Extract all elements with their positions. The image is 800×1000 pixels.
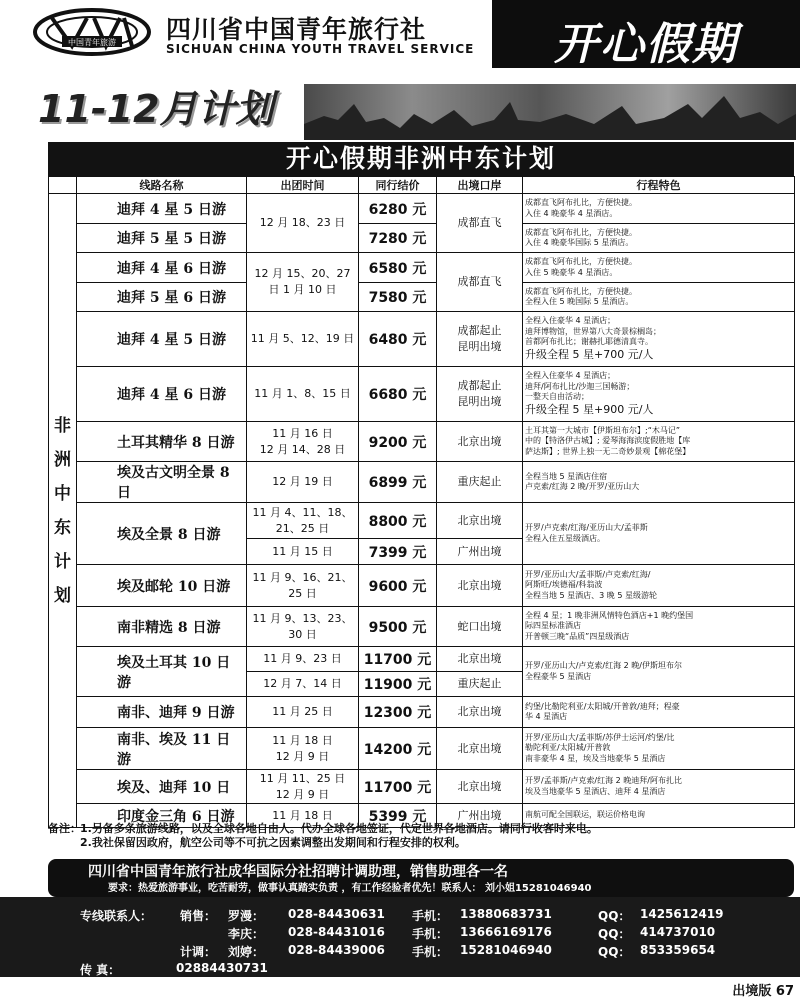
price: 11900 元 [359, 672, 437, 697]
table-header-row [49, 177, 795, 194]
page-number: 出境版 67 [732, 984, 794, 999]
qq: 1425612419 [640, 907, 724, 921]
col-header: 线路名称 [77, 177, 247, 194]
phone: 028-84439006 [288, 943, 385, 957]
table-row [49, 647, 795, 672]
feature-text: 土耳其第一大城市【伊斯坦布尔】;“木马记” 中的【特洛伊古城】; 爱琴海海滨度假胜地【库 萨达斯】; 世界上独一无二奇妙景观【棉花堡】 [523, 422, 795, 462]
mobile: 15281046940 [460, 943, 552, 957]
fax: 02884430731 [176, 961, 268, 975]
notes-label: 备注： [48, 822, 81, 835]
region-char: 划 [54, 585, 71, 606]
header [0, 0, 800, 72]
feature-text: 全程 4 星；1 晚非洲风情特色酒店+1 晚约堡国 际四星标准酒店 开普顿三晚“品质”四星级酒店 [523, 607, 795, 647]
price: 9600 元 [359, 565, 437, 607]
price-table [48, 176, 795, 828]
recruit-requirement: 要求：热爱旅游事业，吃苦耐劳，做事认真踏实负责 ，有工作经验者优先！联系人： 刘小姐15281046940 [108, 883, 592, 894]
table-row [49, 253, 795, 283]
region-char: 计 [54, 551, 71, 572]
departure-port: 北京出境 [437, 422, 523, 462]
depart-date: 11 月 9、13、23、 30 日 [247, 607, 359, 647]
departure-port: 北京出境 [437, 728, 523, 770]
table-row [49, 728, 795, 770]
price: 6480 元 [359, 312, 437, 367]
contact-row [0, 943, 800, 961]
route-name: 迪拜 5 星 6 日游 [77, 283, 247, 312]
col-header: 行程特色 [523, 177, 795, 194]
route-name: 迪拜 4 星 5 日游 [77, 194, 247, 224]
price: 9500 元 [359, 607, 437, 647]
route-name: 埃及邮轮 10 日游 [77, 565, 247, 607]
col-header: 出团时间 [247, 177, 359, 194]
org-name-cn: 四川省中国青年旅行社 [166, 15, 427, 44]
contact-label: 专线联系人： [80, 909, 153, 923]
qq-label: QQ： [598, 945, 631, 959]
depart-date: 11 月 15 日 [247, 539, 359, 565]
depart-date: 12 月 19 日 [247, 462, 359, 503]
price: 6680 元 [359, 367, 437, 422]
region-label [49, 194, 77, 828]
table-row [49, 770, 795, 804]
region-char: 中 [54, 483, 71, 504]
depart-date: 11 月 11、25 日 12 月 9 日 [247, 770, 359, 804]
logo-text: 中国青年旅游 [68, 38, 116, 47]
price: 5399 元 [359, 804, 437, 828]
route-name: 埃及全景 8 日游 [77, 503, 247, 565]
region-char: 非 [54, 415, 71, 436]
table-row [49, 697, 795, 728]
contact-name: 罗漫： [228, 909, 265, 923]
phone: 028-84431016 [288, 925, 385, 939]
feature-text: 开罗/孟菲斯/卢克索/红海 2 晚迪拜/阿布扎比 埃及当地豪华 5 星酒店、迪拜 4 星酒店 [523, 770, 795, 804]
route-name: 迪拜 4 星 6 日游 [77, 253, 247, 283]
plan-title: 11-12月计划 [38, 87, 274, 131]
price: 11700 元 [359, 770, 437, 804]
departure-port: 重庆起止 [437, 462, 523, 503]
departure-port: 蛇口出境 [437, 607, 523, 647]
route-name: 埃及古文明全景 8 日 [77, 462, 247, 503]
feature-text: 全程入住豪华 4 星酒店； 迪拜博物馆，世界第八大奇景棕榈岛； 首都阿布扎比；谢赫扎耶德清真寺。 升级全程 5 星+700 元/人 [523, 312, 795, 367]
feature-text: 全程入住豪华 4 星酒店； 迪拜/阿布扎比/沙迦三国畅游； 一整天自由活动； 升级全程 5 星+900 元/人 [523, 367, 795, 422]
price: 6580 元 [359, 253, 437, 283]
departure-port: 北京出境 [437, 697, 523, 728]
depart-date: 12 月 18、23 日 [247, 194, 359, 253]
table-row [49, 565, 795, 607]
departure-port: 成都起止 昆明出境 [437, 312, 523, 367]
brand-title: 开心假期 [554, 19, 738, 70]
feature-text: 成都直飞阿布扎比，方便快捷。 入住 4 晚豪华 4 星酒店。 [523, 194, 795, 224]
route-name: 埃及、迪拜 10 日 [77, 770, 247, 804]
price: 7280 元 [359, 224, 437, 253]
price-table-wrapper [48, 176, 794, 825]
qq-label: QQ： [598, 909, 631, 923]
price: 9200 元 [359, 422, 437, 462]
table-row [49, 224, 795, 253]
route-name: 南非、埃及 11 日游 [77, 728, 247, 770]
depart-date: 12 月 7、14 日 [247, 672, 359, 697]
mobile-label: 手机： [412, 909, 449, 923]
qq-label: QQ： [598, 927, 631, 941]
table-row [49, 283, 795, 312]
departure-port: 成都直飞 [437, 194, 523, 253]
departure-port: 北京出境 [437, 565, 523, 607]
table-row [49, 607, 795, 647]
cyts-logo [32, 6, 152, 58]
price: 12300 元 [359, 697, 437, 728]
depart-date: 11 月 16 日 12 月 14、28 日 [247, 422, 359, 462]
footer [0, 977, 800, 1000]
price: 7580 元 [359, 283, 437, 312]
table-row [49, 367, 795, 422]
table-row [49, 312, 795, 367]
feature-text: 约堡/比勒陀利亚/太阳城/开普敦/迪拜；程豪 华 4 星酒店 [523, 697, 795, 728]
mobile-label: 手机： [412, 927, 449, 941]
col-header: 同行结价 [359, 177, 437, 194]
departure-port: 北京出境 [437, 647, 523, 672]
price: 6899 元 [359, 462, 437, 503]
departure-port: 北京出境 [437, 770, 523, 804]
recruit-banner [48, 859, 794, 897]
departure-port: 广州出境 [437, 539, 523, 565]
depart-date: 11 月 9、16、21、 25 日 [247, 565, 359, 607]
notes [48, 822, 800, 850]
landmark-silhouettes [304, 84, 796, 140]
route-name: 南非精选 8 日游 [77, 607, 247, 647]
main-title: 开心假期非洲中东计划 [48, 142, 794, 176]
route-name: 印度金三角 6 日游 [77, 804, 247, 828]
recruit-title: 四川省中国青年旅行社成华国际分社招聘计调助理，销售助理各一名 [88, 864, 508, 880]
feature-text: 成都直飞阿布扎比，方便快捷。 入住 4 晚豪华国际 5 星酒店。 [523, 224, 795, 253]
contact-row [0, 925, 800, 943]
col-header: 出境口岸 [437, 177, 523, 194]
price: 8800 元 [359, 503, 437, 539]
note-line: 1.另备多条旅游线路，以及全球各地自由人。代办全球各地签证，代定世界各地酒店。请同行收客时来电。 [80, 822, 598, 835]
departure-port: 重庆起止 [437, 672, 523, 697]
contact-name: 李庆： [228, 927, 265, 941]
depart-date: 11 月 5、12、19 日 [247, 312, 359, 367]
route-name: 埃及土耳其 10 日游 [77, 647, 247, 697]
feature-text: 成都直飞阿布扎比，方便快捷。 入住 5 晚豪华 4 星酒店。 [523, 253, 795, 283]
sales-label: 销售： [180, 909, 217, 923]
feature-text: 开罗/亚历山大/孟菲斯/苏伊士运河/约堡/比 勒陀利亚/太阳城/开普敦 南非豪华 4 星，埃及当地豪华 5 星酒店 [523, 728, 795, 770]
departure-port: 成都直飞 [437, 253, 523, 312]
phone: 028-84430631 [288, 907, 385, 921]
operator-label: 计调： [180, 945, 217, 959]
feature-text: 全程当地 5 星酒店住宿 卢克索/红海 2 晚/开罗/亚历山大 [523, 462, 795, 503]
note-line: 2.我社保留因政府，航空公司等不可抗之因素调整出发期间和行程安排的权利。 [80, 836, 466, 849]
route-name: 迪拜 5 星 5 日游 [77, 224, 247, 253]
depart-date: 11 月 9、23 日 [247, 647, 359, 672]
contact-row [0, 907, 800, 925]
depart-date: 11 月 4、11、18、 21、25 日 [247, 503, 359, 539]
table-row [49, 462, 795, 503]
route-name: 南非、迪拜 9 日游 [77, 697, 247, 728]
price: 6280 元 [359, 194, 437, 224]
qq: 853359654 [640, 943, 716, 957]
brand-banner [492, 0, 800, 68]
route-name: 迪拜 4 星 6 日游 [77, 367, 247, 422]
region-char: 洲 [54, 449, 71, 470]
departure-port: 成都起止 昆明出境 [437, 367, 523, 422]
feature-text: 开罗/亚历山大/卢克索/红海 2 晚/伊斯坦布尔 全程豪华 5 星酒店 [523, 647, 795, 697]
route-name: 土耳其精华 8 日游 [77, 422, 247, 462]
depart-date: 11 月 18 日 12 月 9 日 [247, 728, 359, 770]
departure-port: 北京出境 [437, 503, 523, 539]
depart-date: 11 月 1、8、15 日 [247, 367, 359, 422]
table-row [49, 422, 795, 462]
mobile-label: 手机： [412, 945, 449, 959]
feature-text: 开罗/亚历山大/孟菲斯/卢克索/红海/ 阿斯旺/埃德福/科翁波 全程当地 5 星酒店、3 晚 5 星级游轮 [523, 565, 795, 607]
region-char: 东 [54, 517, 71, 538]
contact-panel [0, 897, 800, 977]
qq: 414737010 [640, 925, 716, 939]
price: 11700 元 [359, 647, 437, 672]
feature-text: 南航可配全国联运，联运价格电询 [523, 804, 795, 828]
departure-port: 广州出境 [437, 804, 523, 828]
region-header [49, 177, 77, 194]
table-row [49, 194, 795, 224]
mobile: 13880683731 [460, 907, 552, 921]
price: 14200 元 [359, 728, 437, 770]
depart-date: 11 月 25 日 [247, 697, 359, 728]
mobile: 13666169176 [460, 925, 552, 939]
route-name: 迪拜 4 星 5 日游 [77, 312, 247, 367]
price: 7399 元 [359, 539, 437, 565]
org-name-en: SICHUAN CHINA YOUTH TRAVEL SERVICE [166, 42, 475, 56]
contact-name: 刘婷： [228, 945, 265, 959]
depart-date: 11 月 18 日 [247, 804, 359, 828]
table-row [49, 503, 795, 539]
feature-text: 成都直飞阿布扎比，方便快捷。 全程入住 5 晚国际 5 星酒店。 [523, 283, 795, 312]
fax-label: 传 真： [80, 963, 121, 977]
feature-text: 开罗/卢克索/红海/亚历山大/孟菲斯 全程入住五星级酒店。 [523, 503, 795, 565]
depart-date: 12 月 15、20、27 日 1 月 10 日 [247, 253, 359, 312]
